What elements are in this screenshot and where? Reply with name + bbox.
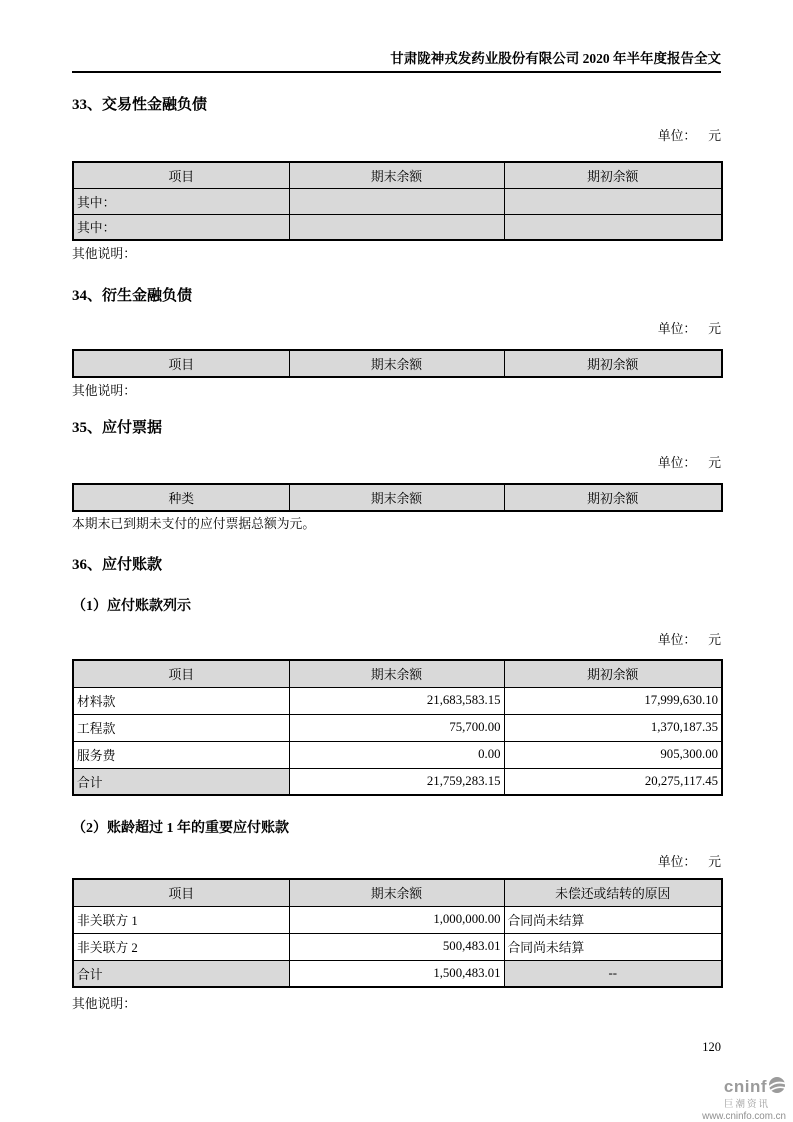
- cninfo-logo: [679, 1076, 789, 1122]
- closing-balance-cell: 75,700.00: [289, 714, 504, 741]
- header-cell-item: 项目: [73, 879, 289, 906]
- unit-row-35: [72, 456, 721, 471]
- section-36-note: 其他说明：: [72, 997, 136, 1011]
- total-label: 合计: [73, 960, 289, 987]
- header-cell-opening: 期初余额: [504, 660, 722, 687]
- total-closing-balance: 21,759,283.15: [289, 768, 504, 795]
- unit-row-34: [72, 322, 721, 337]
- table-row: [73, 214, 722, 240]
- row-label: 其中：: [73, 188, 289, 214]
- closing-balance-cell: 500,483.01: [289, 933, 504, 960]
- header-cell-closing: 期末余额: [289, 350, 504, 377]
- cninfo-brand-row: [679, 1076, 786, 1099]
- total-opening-balance: 20,275,117.45: [504, 768, 722, 795]
- table-row: [73, 714, 722, 741]
- table-row: [73, 741, 722, 768]
- header-cell-item: 项目: [73, 660, 289, 687]
- cninfo-brand-text: cninf: [723, 1077, 767, 1097]
- table-derivative-financial-liabilities: [72, 349, 723, 378]
- header-cell-item: 项目: [73, 350, 289, 377]
- document-running-header: [72, 50, 721, 73]
- section-34-title: 34、衍生金融负债: [72, 288, 193, 304]
- header-cell-opening: 期初余额: [504, 350, 722, 377]
- unit-value: 元: [708, 855, 721, 869]
- table-row: [73, 687, 722, 714]
- unit-label: 单位：: [657, 855, 697, 869]
- opening-balance-cell: 1,370,187.35: [504, 714, 722, 741]
- opening-balance-cell: [504, 214, 722, 240]
- table-total-row: [73, 768, 722, 795]
- row-label: 服务费: [73, 741, 289, 768]
- unit-row-33: [72, 129, 721, 144]
- table-notes-payable: [72, 483, 723, 512]
- closing-balance-cell: 0.00: [289, 741, 504, 768]
- opening-balance-cell: 17,999,630.10: [504, 687, 722, 714]
- running-header-title: 甘肃陇神戎发药业股份有限公司 2020 年半年度报告全文: [390, 51, 721, 66]
- table-header-row: [73, 879, 722, 906]
- row-label: 其中：: [73, 214, 289, 240]
- row-label: 非关联方 1: [73, 906, 289, 933]
- closing-balance-cell: [289, 188, 504, 214]
- unit-label: 单位：: [657, 456, 697, 470]
- unit-value: 元: [708, 633, 721, 647]
- row-label: 材料款: [73, 687, 289, 714]
- row-label: 非关联方 2: [73, 933, 289, 960]
- reason-cell: 合同尚未结算: [504, 906, 722, 933]
- table-important-accounts-payable-over-1-year: [72, 878, 723, 988]
- row-label: 工程款: [73, 714, 289, 741]
- section-36-sub1-title: （1）应付账款列示: [72, 599, 191, 614]
- total-closing-balance: 1,500,483.01: [289, 960, 504, 987]
- page-number: 120: [702, 1040, 721, 1054]
- unit-value: 元: [708, 456, 721, 470]
- closing-balance-cell: [289, 214, 504, 240]
- header-cell-opening: 期初余额: [504, 162, 722, 188]
- section-33-title: 33、交易性金融负债: [72, 97, 208, 113]
- closing-balance-cell: 1,000,000.00: [289, 906, 504, 933]
- table-row: [73, 906, 722, 933]
- cninfo-chinese-name: 巨潮资讯: [723, 1098, 770, 1110]
- cninfo-url: www.cninfo.com.cn: [702, 1110, 786, 1122]
- opening-balance-cell: [504, 188, 722, 214]
- total-label: 合计: [73, 768, 289, 795]
- table-header-row: [73, 162, 722, 188]
- unit-label: 单位：: [657, 129, 697, 143]
- unit-label: 单位：: [657, 633, 697, 647]
- table-accounts-payable-list: [72, 659, 723, 796]
- table-header-row: [73, 350, 722, 377]
- closing-balance-cell: 21,683,583.15: [289, 687, 504, 714]
- section-36-title: 36、应付账款: [72, 557, 163, 573]
- table-trading-financial-liabilities: [72, 161, 723, 241]
- header-cell-reason: 未偿还或结转的原因: [504, 879, 722, 906]
- table-header-row: [73, 660, 722, 687]
- cninfo-swirl-icon: [768, 1076, 786, 1099]
- unit-label: 单位：: [657, 322, 697, 336]
- unit-row-36-1: [72, 633, 721, 648]
- header-cell-closing: 期末余额: [289, 660, 504, 687]
- table-header-row: [73, 484, 722, 511]
- section-34-note: 其他说明：: [72, 384, 136, 398]
- header-cell-item: 项目: [73, 162, 289, 188]
- total-reason-cell: --: [504, 960, 722, 987]
- header-cell-closing: 期末余额: [289, 484, 504, 511]
- section-35-note: 本期末已到期未支付的应付票据总额为元。: [72, 517, 316, 531]
- section-35-title: 35、应付票据: [72, 420, 163, 436]
- table-row: [73, 933, 722, 960]
- header-cell-opening: 期初余额: [504, 484, 722, 511]
- unit-value: 元: [708, 322, 721, 336]
- unit-row-36-2: [72, 855, 721, 870]
- header-cell-closing: 期末余额: [289, 162, 504, 188]
- unit-value: 元: [708, 129, 721, 143]
- header-cell-closing: 期末余额: [289, 879, 504, 906]
- section-36-sub2-title: （2）账龄超过 1 年的重要应付账款: [72, 821, 289, 836]
- header-cell-type: 种类: [73, 484, 289, 511]
- table-row: [73, 188, 722, 214]
- table-total-row: [73, 960, 722, 987]
- section-33-note: 其他说明：: [72, 247, 136, 261]
- reason-cell: 合同尚未结算: [504, 933, 722, 960]
- opening-balance-cell: 905,300.00: [504, 741, 722, 768]
